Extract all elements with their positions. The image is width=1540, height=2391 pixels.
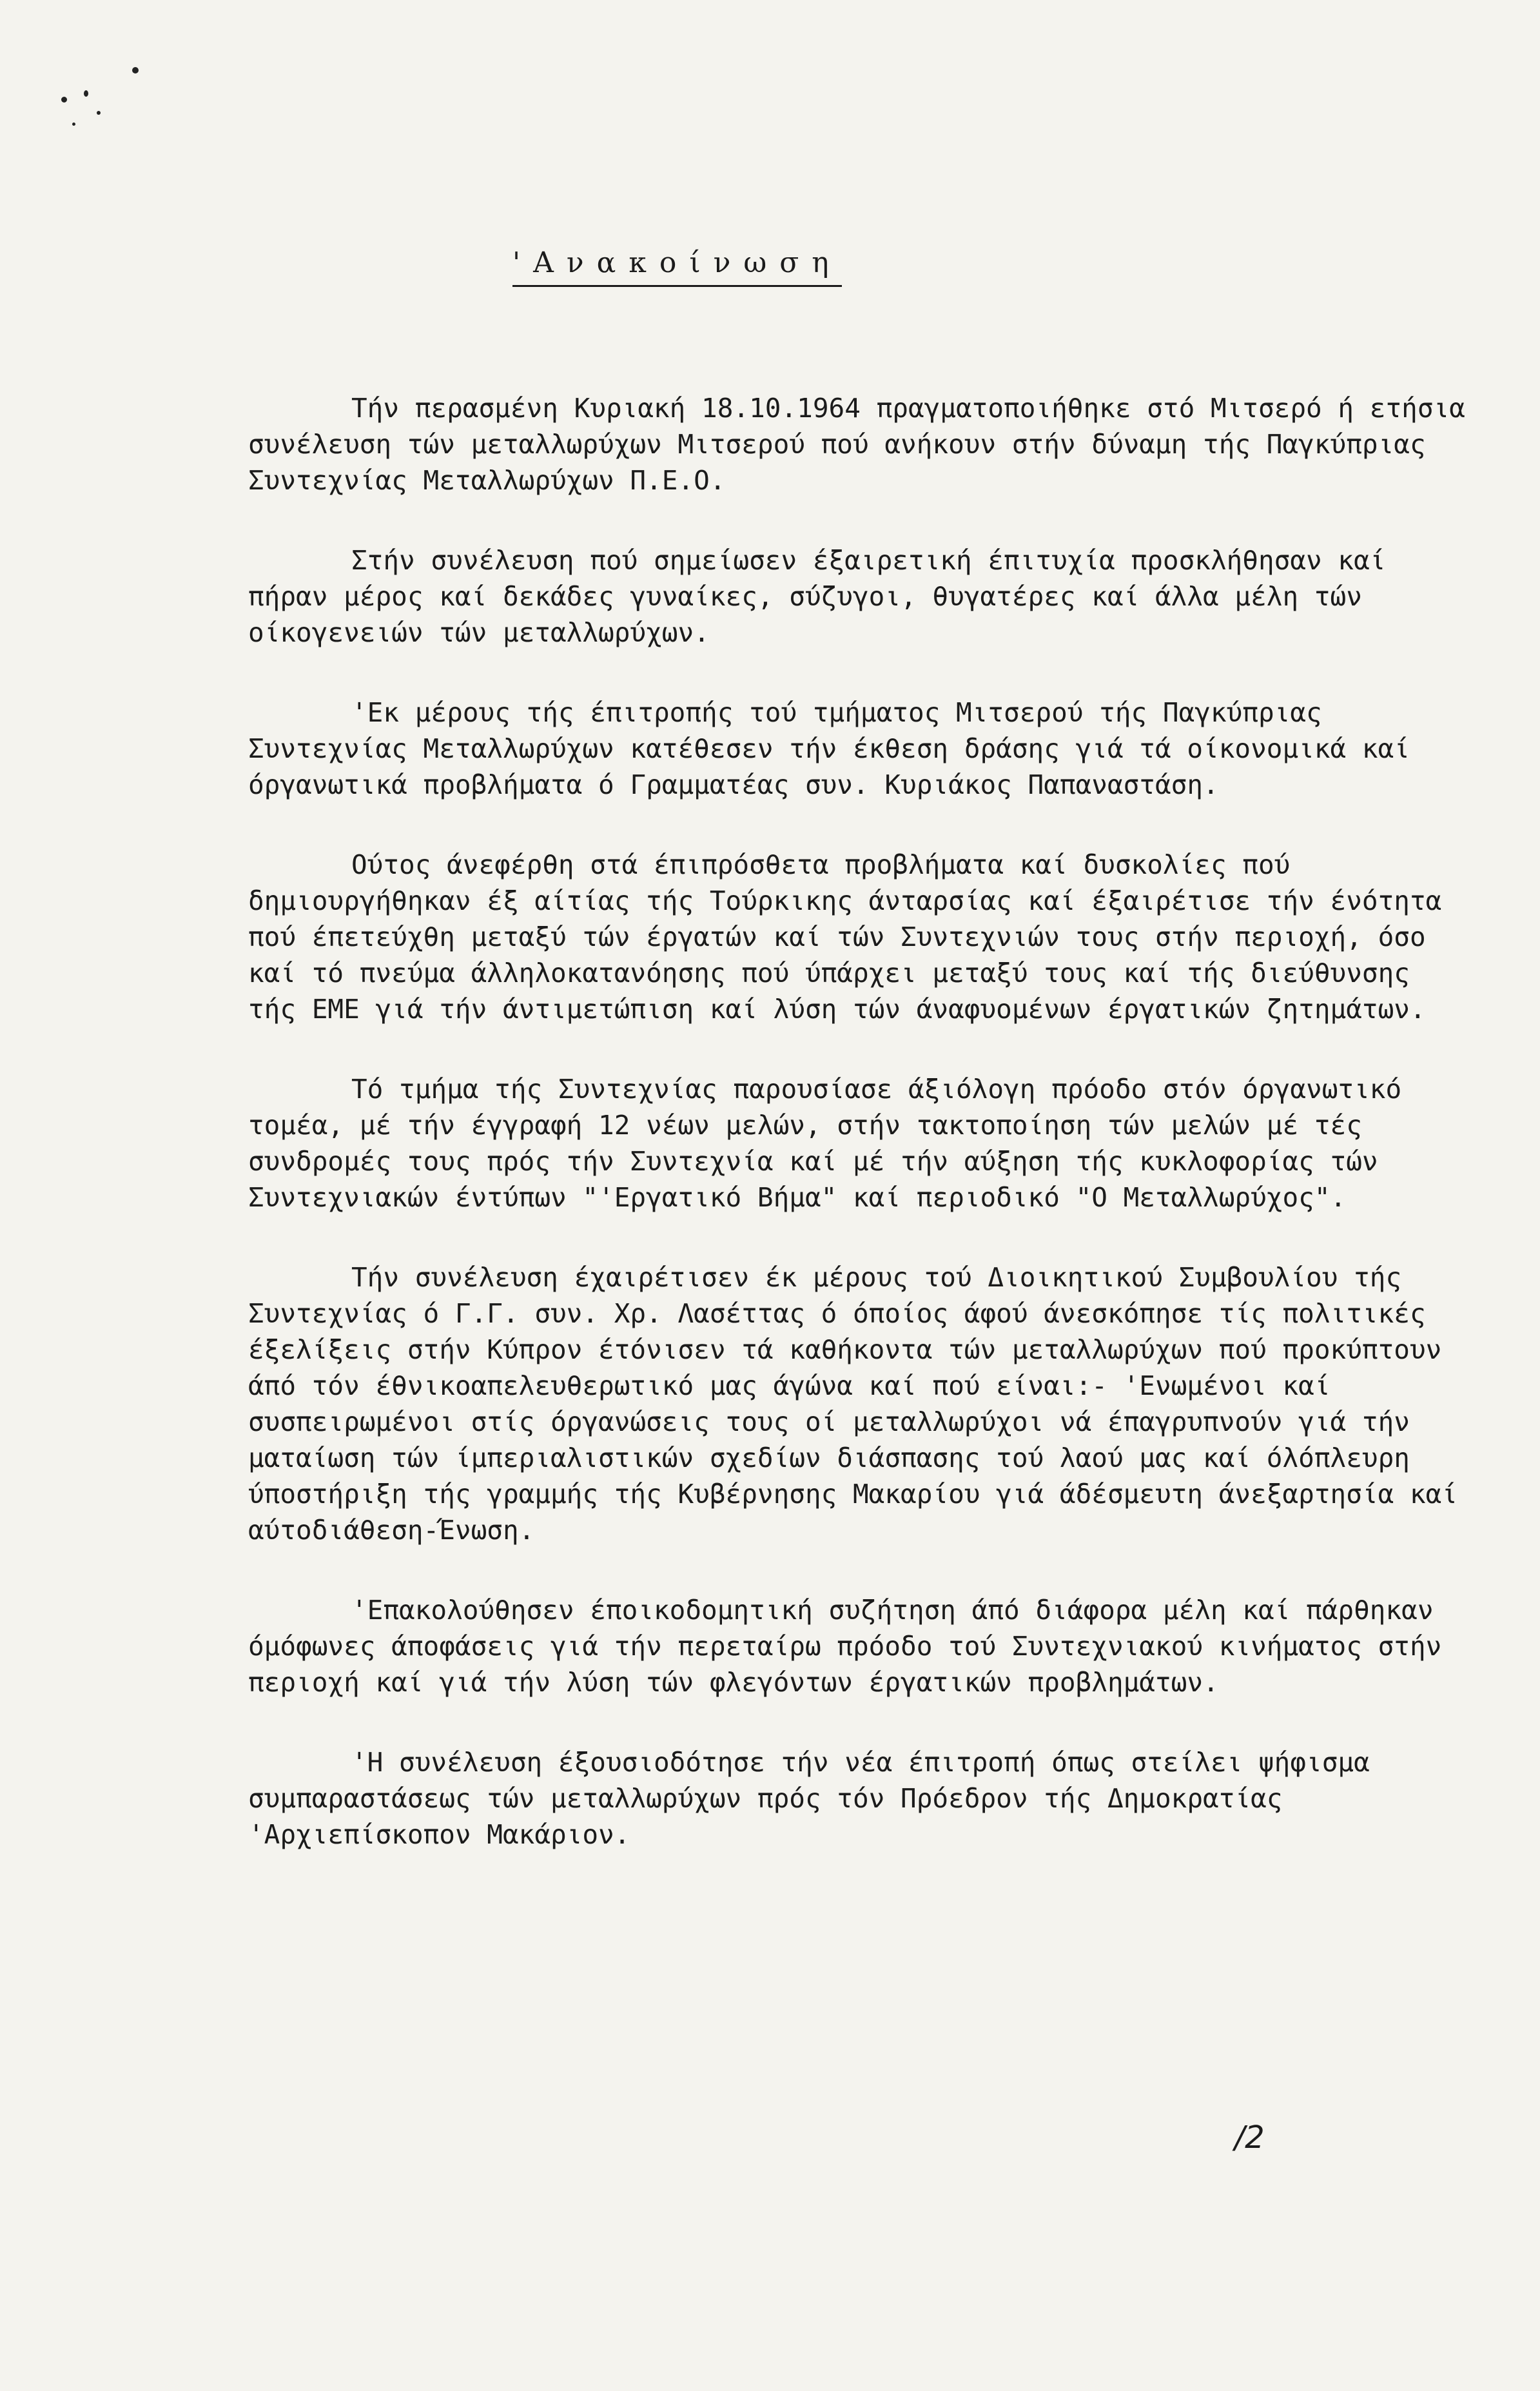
paragraph: Τήν περασμένη Κυριακή 18.10.1964 πραγματοποιήθηκε στό Μιτσερό ή ετήσια συνέλευση τών μεταλλωρύχων Μιτσερού πού ανήκουν στήν δύναμη τής Παγκύπριας Συντεχνίας Μεταλλωρύχων Π.Ε.Ο.: [248, 393, 1465, 496]
paragraph: Στήν συνέλευση πού σημείωσεν έξαιρετική έπιτυχία προσκλήθησαν καί πήραν μέρος καί δεκάδες γυναίκες, σύζυγοι, θυγατέρες καί άλλα μέλη τών οίκογενειών τών μεταλλωρύχων.: [248, 545, 1386, 648]
paragraph: Ούτος άνεφέρθη στά έπιπρόσθετα προβλήματα καί δυσκολίες πού δημιουργήθηκαν έξ αίτίας τής Τούρκικης άνταρσίας καί έξαιρέτισε τήν ένότητα πού έπετεύχθη μεταξύ τών έργατών καί τών Συντεχνιών τους στήν περιοχή, όσο καί τό πνεύμα άλληλοκατανόησης πού ύπάρχει μεταξύ τους καί τής διεύθυνσης τής ΕΜΕ γιά τήν άντιμετώπιση καί λύση τών άναφυομένων έργατικών ζητημάτων.: [248, 849, 1442, 1025]
document-body: [248, 390, 1473, 1896]
paragraph: 'Επακολούθησεν έποικοδομητική συζήτηση άπό διάφορα μέλη καί πάρθηκαν όμόφωνες άποφάσεις γιά τήν περεταίρω πρόοδο τού Συντεχνιακού κινήματος στήν περιοχή καί γιά τήν λύση τών φλεγόντων έργατικών προβλημάτων.: [248, 1595, 1442, 1698]
scan-speck: [132, 67, 139, 74]
scan-speck: [72, 123, 75, 126]
title-block: [512, 244, 1048, 287]
paragraph: 'Η συνέλευση έξουσιοδότησε τήν νέα έπιτροπή όπως στείλει ψήφισμα συμπαραστάσεως τών μεταλλωρύχων πρός τόν Πρόεδρον τής Δημοκρατίας 'Αρχιεπίσκοπον Μακάριον.: [248, 1747, 1370, 1850]
paragraph: 'Εκ μέρους τής έπιτροπής τού τμήματος Μιτσερού τής Παγκύπριας Συντεχνίας Μεταλλωρύχων κατέθεσεν τήν έκθεση δράσης γιά τά οίκονομικά καί όργανωτικά προβλήματα ό Γραμματέας συν. Κυριάκος Παπαναστάση.: [248, 697, 1410, 800]
scan-speck: [84, 90, 88, 97]
scan-speck: [97, 111, 101, 115]
paragraph: Τό τμήμα τής Συντεχνίας παρουσίασε άξιόλογη πρόοδο στόν όργανωτικό τομέα, μέ τήν έγγραφή 12 νέων μελών, στήν τακτοποίηση τών μελών μέ τές συνδρομές τους πρός τήν Συντεχνία καί μέ τήν αύξηση τής κυκλοφορίας τών Συντεχνιακών έντύπων "'Εργατικό Βήμα" καί περιοδικό "Ο Μεταλλωρύχος".: [248, 1074, 1402, 1213]
document-title: 'Ανακοίνωση: [512, 244, 842, 287]
page-number: /2: [1234, 2120, 1265, 2156]
paragraph: Τήν συνέλευση έχαιρέτισεν έκ μέρους τού Διοικητικού Συμβουλίου τής Συντεχνίας ό Γ.Γ. συν. Χρ. Λασέττας ό όποίος άφού άνεσκόπησε τίς πολιτικές έξελίξεις στήν Κύπρον έτόνισεν τά καθήκοντα τών μεταλλωρύχων πού προκύπτουν άπό τόν έθνικοαπελευθερωτικό μας άγώνα καί πού είναι:- 'Ενωμένοι καί συσπειρωμένοι στίς όργανώσεις τους οί μεταλλωρύχοι νά έπαγρυπνούν γιά τήν ματαίωση τών ίμπεριαλιστικών σχεδίων διάσπασης τού λαού μας καί όλόπλευρη ύποστήριξη τής γραμμής τής Κυβέρνησης Μακαρίου γιά άδέσμευτη άνεξαρτησία καί αύτοδιάθεση-Ένωση.: [248, 1262, 1457, 1546]
scan-speck: [61, 97, 67, 103]
